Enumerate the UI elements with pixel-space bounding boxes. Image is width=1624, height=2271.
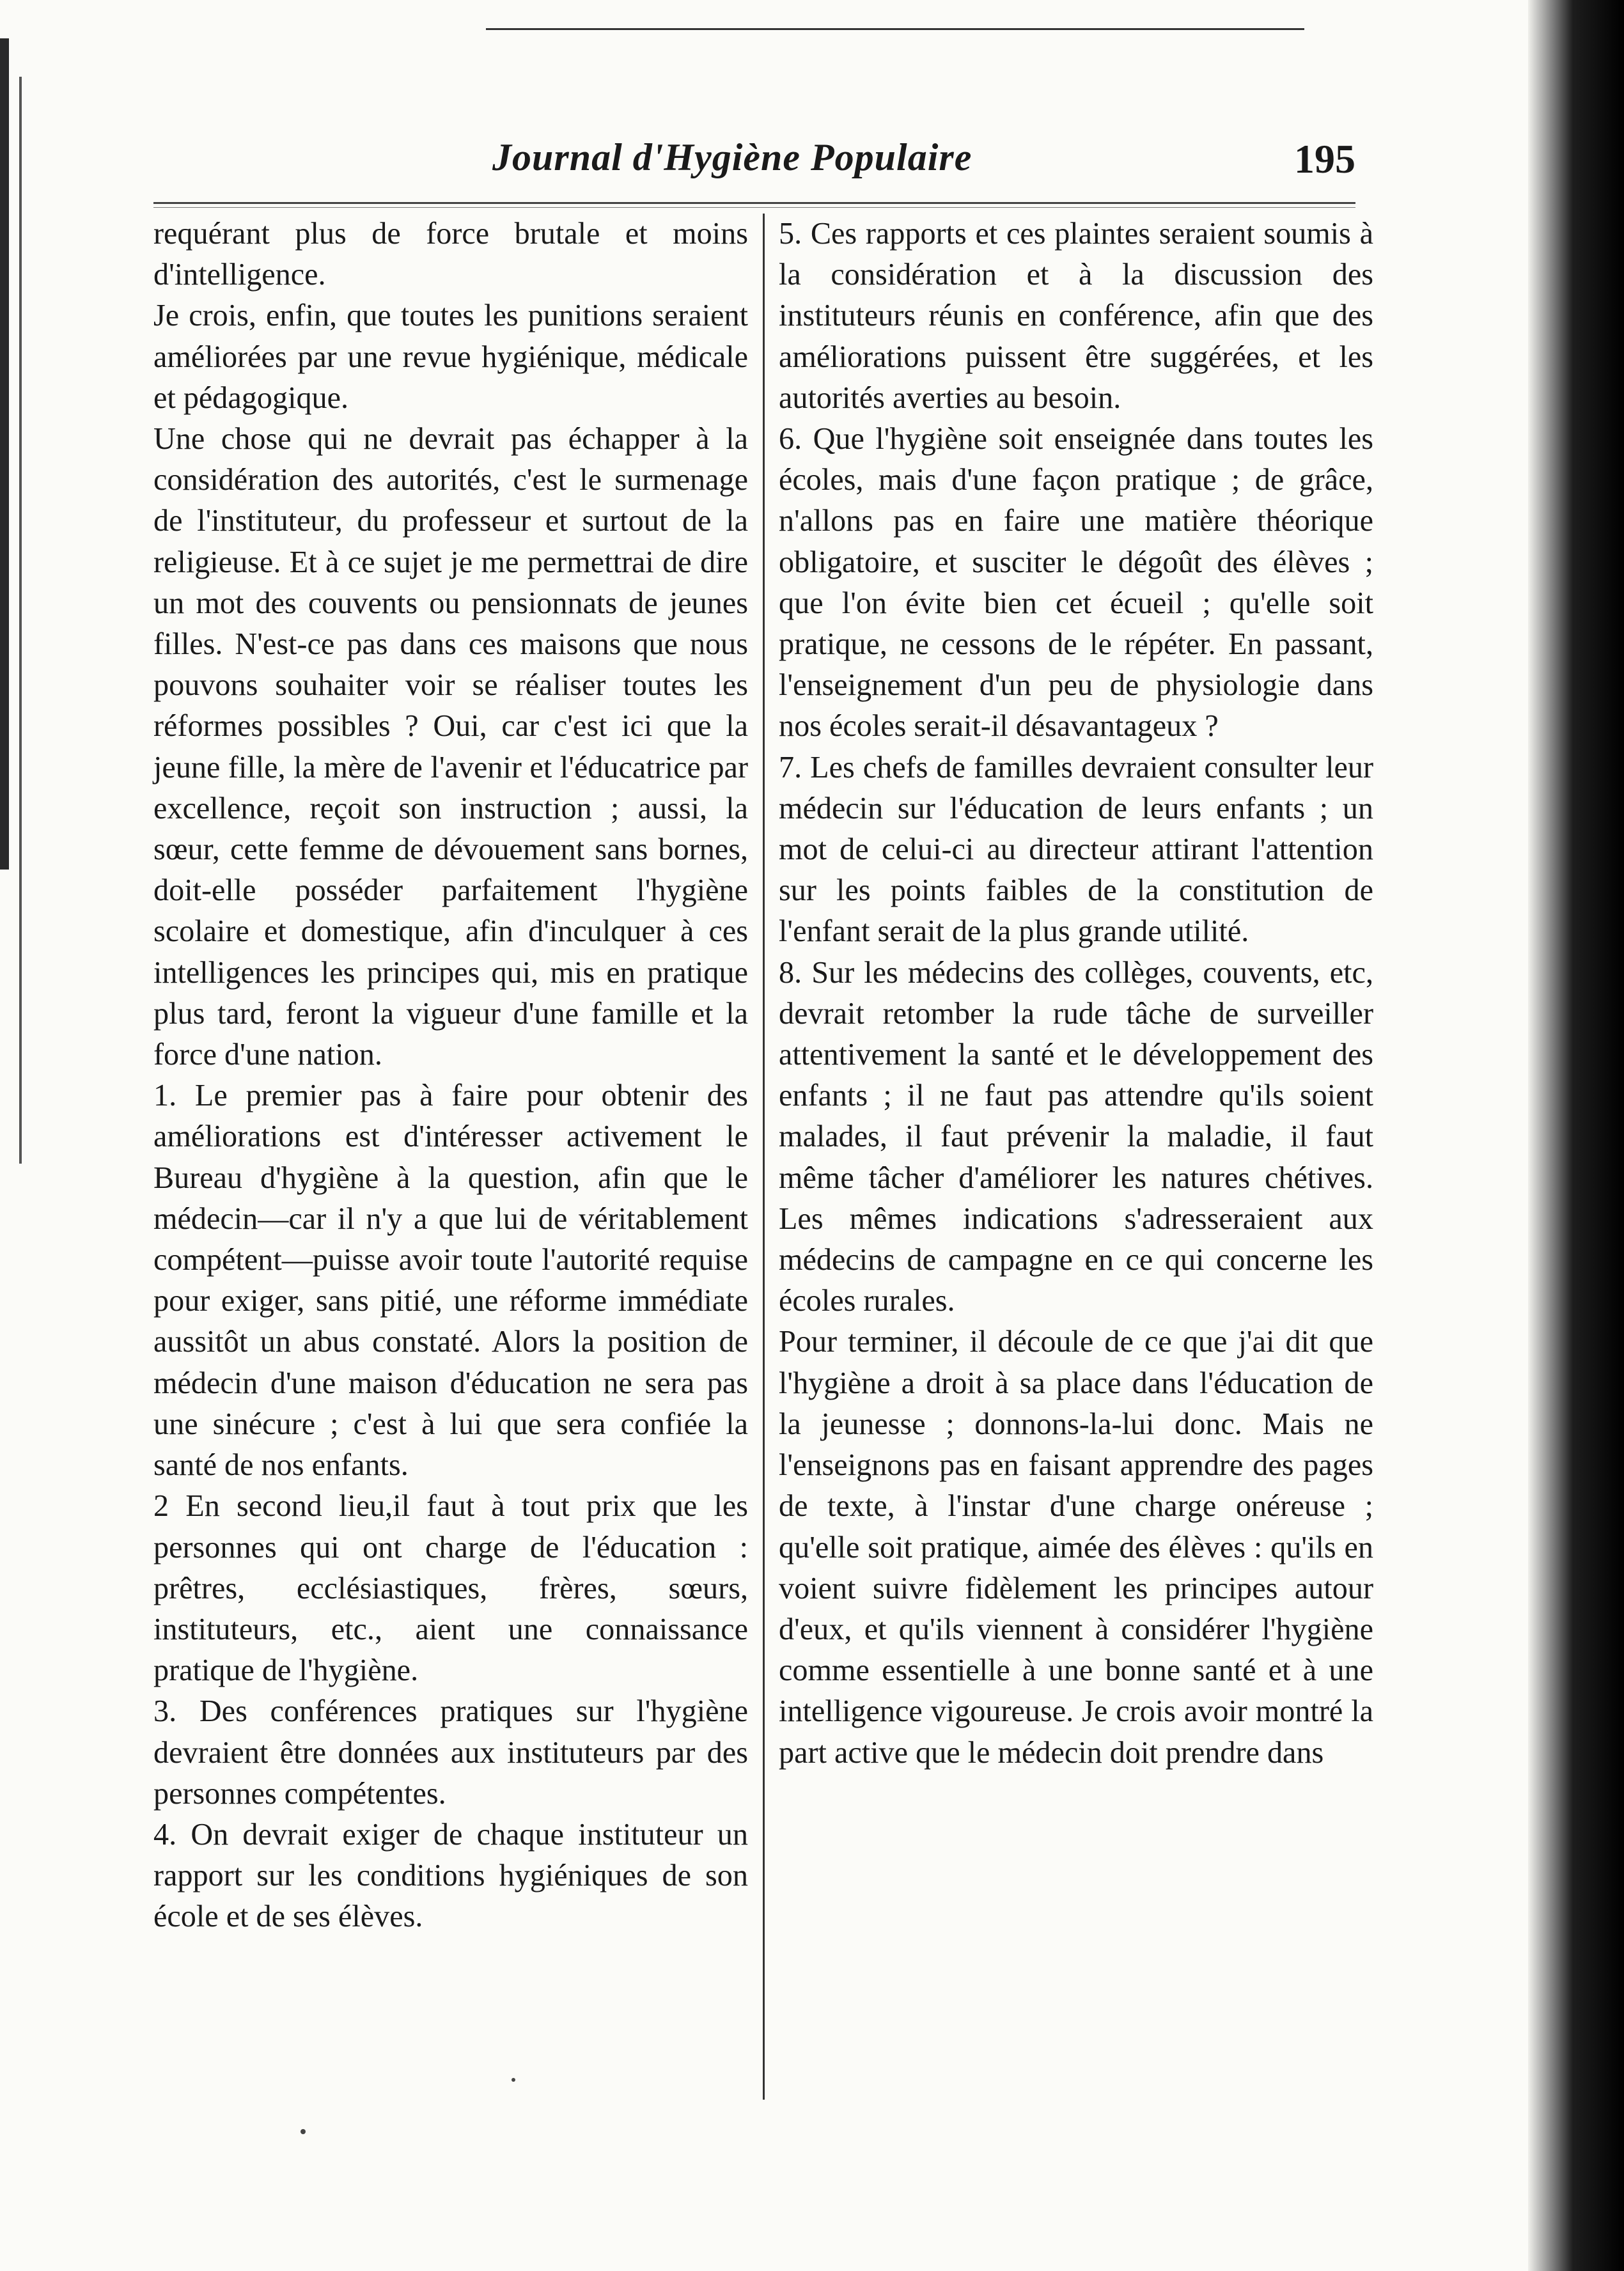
paragraph: 4. On devrait exiger de chaque instituteur un rapport sur les conditions hygiéniques de son école et de ses élèves. [153, 1817, 748, 1934]
paragraph: Une chose qui ne devrait pas échapper à la considération des autorités, c'est le surmenage de l'instituteur, du professeur et surtout de la religieuse. Et à ce sujet je me permettrai de dire un mot des couvents ou pensionnats de jeunes filles. N'est-ce pas dans ces maisons que nous pouvons souhaiter voir se réaliser toutes les réformes possibles ? Oui, car c'est ici que la jeune fille, la mère de l'avenir et l'éducatrice par excellence, reçoit son instruction ; aussi, la sœur, cette femme de dévouement sans bornes, doit-elle posséder parfaitement l'hygiène scolaire et domestique, afin d'inculquer à ces intelligences les principes qui, mis en pratique plus tard, feront la vigueur d'une famille et la force d'une nation. [153, 422, 748, 1072]
scan-speck [301, 2129, 306, 2134]
page-header [153, 136, 1355, 193]
paragraph: 1. Le premier pas à faire pour obtenir des améliorations est d'intéresser activement le Bureau d'hygiène à la question, afin que le médecin—car il n'y a que lui de véritablement compétent—puisse avoir toute l'autorité requise pour exiger, sans pitié, une réforme immédiate aussitôt un abus constaté. Alors la position de médecin d'une maison d'éducation ne sera pas une sinécure ; c'est à lui que sera confiée la santé de nos enfants. [153, 1079, 748, 1483]
paragraph: 3. Des conférences pratiques sur l'hygiène devraient être données aux instituteurs par des personnes compétentes. [153, 1694, 748, 1811]
right-column [779, 214, 1373, 1774]
scan-right-edge [1528, 0, 1624, 2271]
header-rule [153, 202, 1355, 204]
paragraph: Je crois, enfin, que toutes les punitions seraient améliorées par une revue hygiénique, médicale et pédagogique. [153, 299, 748, 415]
paragraph: requérant plus de force brutale et moins d'intelligence. [153, 217, 748, 292]
paragraph: 7. Les chefs de familles devraient consulter leur médecin sur l'éducation de leurs enfants ; un mot de celui-ci au directeur attirant l'attention sur les points faibles de la constitution de l'enfant serait de la plus grande utilité. [779, 750, 1373, 949]
left-column [153, 214, 748, 1938]
paragraph: 8. Sur les médecins des collèges, couvents, etc, devrait retomber la rude tâche de surveiller attentivement la santé et le développement des enfants ; il ne faut pas attendre qu'ils soient malades, il faut prévenir la maladie, il faut même tâcher d'améliorer les natures chétives. Les mêmes indications s'adresseraient aux médecins de campagne en ce qui concerne les écoles rurales. [779, 955, 1373, 1318]
paragraph: 5. Ces rapports et ces plaintes seraient soumis à la considération et à la discussion des instituteurs réunis en conférence, afin que des améliorations puissent être suggérées, et les autorités averties au besoin. [779, 217, 1373, 415]
paragraph: 6. Que l'hygiène soit enseignée dans toutes les écoles, mais d'une façon pratique ; de grâce, n'allons pas en faire une matière théorique obligatoire, et susciter le dégoût des élèves ; que l'on évite bien cet écueil ; qu'elle soit pratique, ne cessons de le répéter. En passant, l'enseignement d'un peu de physiologie dans nos écoles serait-il désavantageux ? [779, 422, 1373, 744]
scan-left-edge [0, 38, 9, 870]
scan-left-edge-line [19, 77, 22, 1164]
paragraph: Pour terminer, il découle de ce que j'ai dit que l'hygiène a droit à sa place dans l'éducation de la jeunesse ; donnons-la-lui donc. Mais ne l'enseignons pas en faisant apprendre des pages de texte, à l'instar d'une charge onéreuse ; qu'elle soit pratique, aimée des élèves : qu'ils en voient suivre fidèlement les principes autour d'eux, et qu'ils viennent à considérer l'hygiène comme essentielle à une bonne santé et à une intelligence vigoureuse. Je crois avoir montré la part active que le médecin doit prendre dans [779, 1325, 1373, 1770]
page-number: 195 [1294, 136, 1355, 182]
paragraph: 2 En second lieu,il faut à tout prix que les personnes qui ont charge de l'éducation : prêtres, ecclésiastiques, frères, sœurs, instituteurs, etc., aient une connaissance pratique de l'hygiène. [153, 1489, 748, 1688]
journal-title: Journal d'Hygiène Populaire [492, 136, 972, 178]
top-rule [486, 28, 1304, 30]
scan-speck [511, 2078, 515, 2082]
column-divider [763, 214, 765, 2100]
header-rule-thin [153, 207, 1355, 208]
